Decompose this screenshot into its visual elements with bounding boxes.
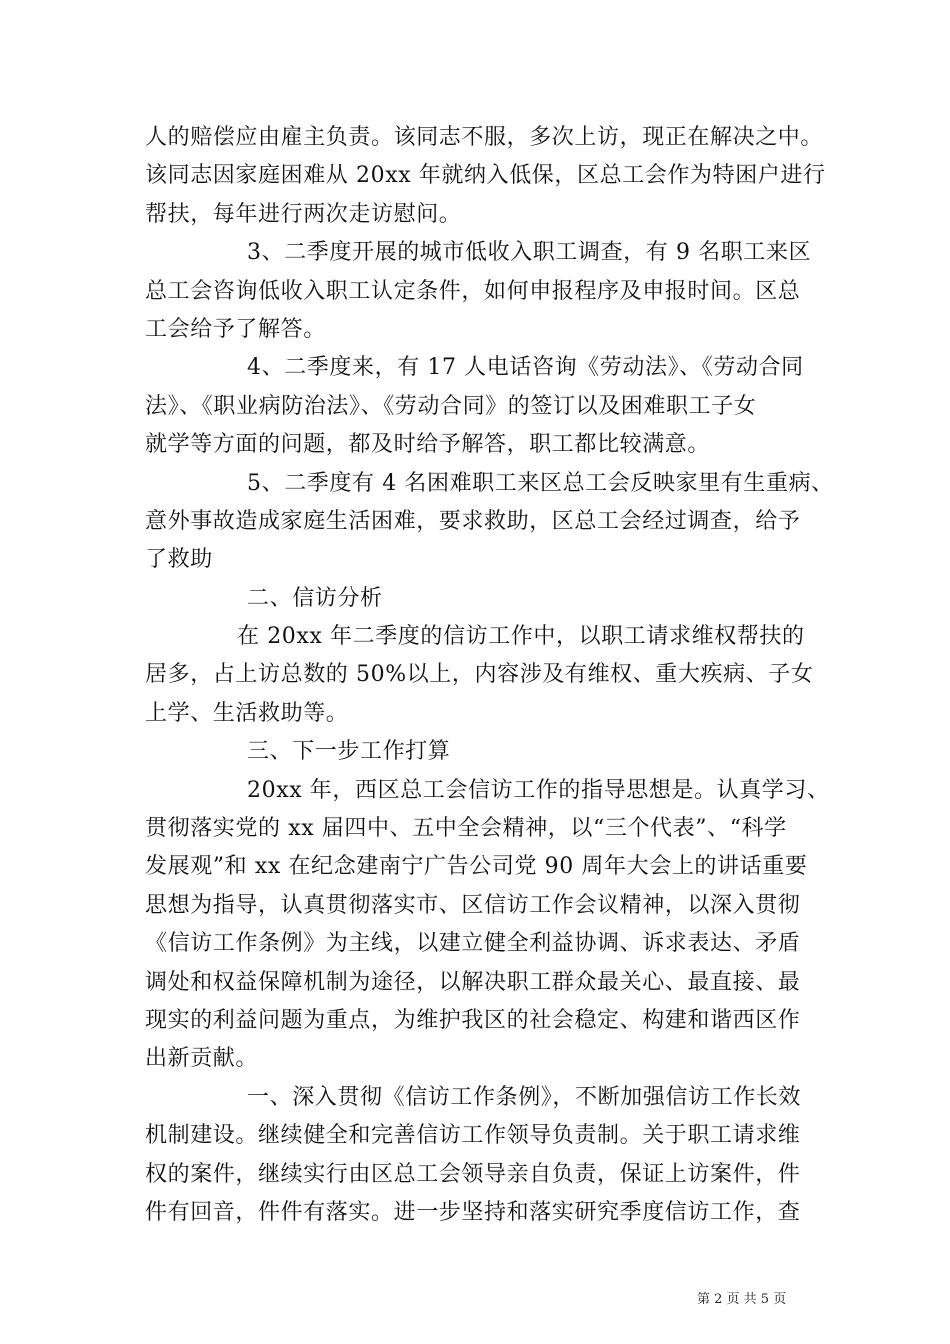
text-line: 《信访工作条例》为主线，以建立健全利益协调、诉求表达、矛盾 xyxy=(145,931,801,957)
section-heading: 二、信访分析 xyxy=(247,585,383,611)
text-line: 出新贡献。 xyxy=(145,1046,259,1072)
text-line: 调处和权益保障机制为途径，以解决职工群众最关心、最直接、最 xyxy=(145,969,801,995)
page-number-footer: 第 2 页 共 5 页 xyxy=(697,1292,787,1307)
text-line: 3、二季度开展的城市低收入职工调查，有 9 名职工来区 xyxy=(247,240,812,266)
text-line: 该同志因家庭困难从 20xx 年就纳入低保，区总工会作为特困户进行 xyxy=(145,163,826,189)
text-line: 了救助 xyxy=(145,547,213,573)
text-line: 4、二季度来，有 17 人电话咨询《劳动法》、《劳动合同 xyxy=(247,355,804,381)
text-line: 上学、生活救助等。 xyxy=(145,700,349,726)
text-line: 贯彻落实党的 xx 届四中、五中全会精神，以“三个代表”、“科学 xyxy=(145,816,787,842)
text-line: 在 20xx 年二季度的信访工作中，以职工请求维权帮扶的 xyxy=(237,624,805,650)
text-line: 5、二季度有 4 名困难职工来区总工会反映家里有生重病、 xyxy=(247,470,834,496)
document-body xyxy=(145,119,834,1232)
text-line: 就学等方面的问题，都及时给予解答，职工都比较满意。 xyxy=(145,432,711,458)
text-line: 法》、《职业病防治法》、《劳动合同》的签订以及困难职工子女 xyxy=(145,393,757,419)
text-line: 权的案件，继续实行由区总工会领导亲自负责，保证上访案件，件 xyxy=(145,1161,801,1187)
section-heading: 三、下一步工作打算 xyxy=(247,739,451,765)
text-line: 现实的利益问题为重点，为维护我区的社会稳定、构建和谐西区作 xyxy=(145,1007,801,1033)
text-line: 一、深入贯彻《信访工作条例》，不断加强信访工作长效 xyxy=(247,1084,802,1110)
text-line: 机制建设。继续健全和完善信访工作领导负责制。关于职工请求维 xyxy=(145,1123,801,1149)
text-line: 意外事故造成家庭生活困难，要求救助，区总工会经过调查，给予 xyxy=(145,508,801,534)
text-line: 20xx 年，西区总工会信访工作的指导思想是。认真学习、 xyxy=(247,777,830,803)
text-line: 人的赔偿应由雇主负责。该同志不服，多次上访，现正在解决之中。 xyxy=(145,125,824,150)
text-line: 居多，占上访总数的 50%以上，内容涉及有维权、重大疾病、子女 xyxy=(145,662,814,688)
text-line: 件有回音，件件有落实。进一步坚持和落实研究季度信访工作，查 xyxy=(145,1199,801,1225)
text-line: 工会给予了解答。 xyxy=(145,316,326,342)
text-line: 帮扶，每年进行两次走访慰问。 xyxy=(145,201,462,227)
text-line: 总工会咨询低收入职工认定条件，如何申报程序及申报时间。区总 xyxy=(145,278,801,304)
text-line: 发展观”和 xx 在纪念建南宁广告公司党 90 周年大会上的讲话重要 xyxy=(145,854,808,880)
text-line: 思想为指导，认真贯彻落实市、区信访工作会议精神，以深入贯彻 xyxy=(145,892,801,918)
